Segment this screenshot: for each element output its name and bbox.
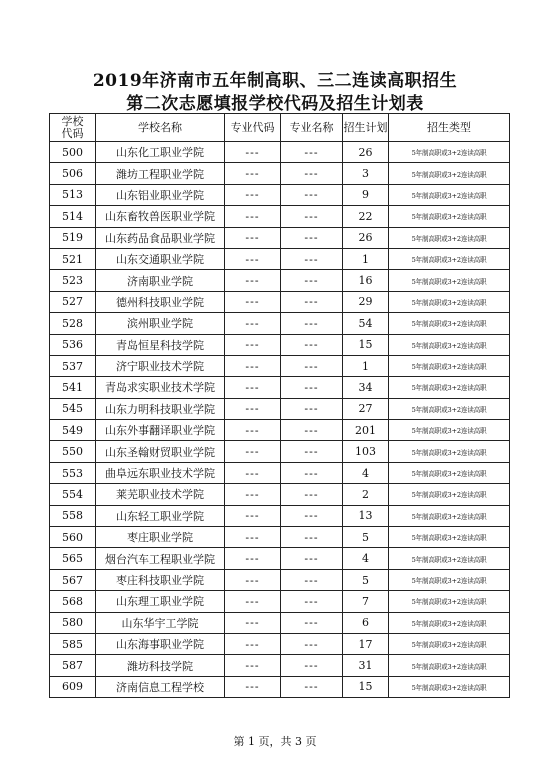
major-name-cell: --- (281, 462, 343, 483)
plan-cell: 15 (343, 334, 389, 355)
table-row (50, 398, 510, 419)
plan-cell: 17 (343, 633, 389, 654)
major-code-cell: --- (225, 206, 281, 227)
school-code-cell: 565 (50, 548, 96, 569)
plan-cell: 201 (343, 420, 389, 441)
table-row (50, 163, 510, 184)
type-cell: 5年制高职或3+2连读高职 (389, 163, 510, 184)
header-major-name: 专业名称 (281, 114, 343, 142)
plan-cell: 1 (343, 355, 389, 376)
major-name-cell: --- (281, 484, 343, 505)
table-row (50, 355, 510, 376)
school-name-cell: 济宁职业技术学院 (96, 355, 225, 376)
type-cell: 5年制高职或3+2连读高职 (389, 484, 510, 505)
table-row (50, 377, 510, 398)
plan-cell: 3 (343, 163, 389, 184)
school-name-cell: 潍坊科技学院 (96, 655, 225, 676)
table-row (50, 527, 510, 548)
school-name-cell: 山东交通职业学院 (96, 248, 225, 269)
type-cell: 5年制高职或3+2连读高职 (389, 227, 510, 248)
school-code-cell: 554 (50, 484, 96, 505)
plan-cell: 4 (343, 548, 389, 569)
table-row (50, 248, 510, 269)
type-cell: 5年制高职或3+2连读高职 (389, 398, 510, 419)
type-cell: 5年制高职或3+2连读高职 (389, 334, 510, 355)
major-name-cell: --- (281, 377, 343, 398)
header-school-code (50, 114, 96, 142)
header-major-code: 专业代码 (225, 114, 281, 142)
major-name-cell: --- (281, 355, 343, 376)
school-code-cell: 587 (50, 655, 96, 676)
major-code-cell: --- (225, 591, 281, 612)
major-name-cell: --- (281, 505, 343, 526)
major-code-cell: --- (225, 398, 281, 419)
school-code-cell: 506 (50, 163, 96, 184)
school-code-cell: 528 (50, 313, 96, 334)
type-cell: 5年制高职或3+2连读高职 (389, 270, 510, 291)
plan-cell: 5 (343, 527, 389, 548)
major-code-cell: --- (225, 505, 281, 526)
major-code-cell: --- (225, 248, 281, 269)
header-school-code-label: 学校 代码 (61, 114, 84, 140)
school-code-cell: 558 (50, 505, 96, 526)
school-code-cell: 541 (50, 377, 96, 398)
document-title-line-1: 2019年济南市五年制高职、三二连读高职招生 (92, 71, 458, 91)
type-cell: 5年制高职或3+2连读高职 (389, 313, 510, 334)
major-code-cell: --- (225, 612, 281, 633)
plan-cell: 6 (343, 612, 389, 633)
major-name-cell: --- (281, 313, 343, 334)
major-name-cell: --- (281, 633, 343, 654)
plan-cell: 5 (343, 569, 389, 590)
major-code-cell: --- (225, 484, 281, 505)
school-name-cell: 济南信息工程学校 (96, 676, 225, 697)
plan-cell: 9 (343, 184, 389, 205)
plan-cell: 26 (343, 227, 389, 248)
major-name-cell: --- (281, 420, 343, 441)
school-code-cell: 553 (50, 462, 96, 483)
major-code-cell: --- (225, 142, 281, 163)
major-name-cell: --- (281, 655, 343, 676)
type-cell: 5年制高职或3+2连读高职 (389, 462, 510, 483)
table-row (50, 420, 510, 441)
type-cell: 5年制高职或3+2连读高职 (389, 206, 510, 227)
major-name-cell: --- (281, 142, 343, 163)
major-name-cell: --- (281, 163, 343, 184)
school-code-cell: 521 (50, 248, 96, 269)
plan-cell: 22 (343, 206, 389, 227)
school-name-cell: 德州科技职业学院 (96, 291, 225, 312)
school-code-cell: 536 (50, 334, 96, 355)
school-code-cell: 567 (50, 569, 96, 590)
major-name-cell: --- (281, 334, 343, 355)
type-cell: 5年制高职或3+2连读高职 (389, 633, 510, 654)
school-name-cell: 滨州职业学院 (96, 313, 225, 334)
school-name-cell: 山东力明科技职业学院 (96, 398, 225, 419)
plan-cell: 27 (343, 398, 389, 419)
table-row (50, 206, 510, 227)
table-row (50, 142, 510, 163)
major-code-cell: --- (225, 655, 281, 676)
table-row (50, 184, 510, 205)
table-row (50, 591, 510, 612)
school-code-cell: 519 (50, 227, 96, 248)
major-name-cell: --- (281, 206, 343, 227)
school-name-cell: 青岛恒星科技学院 (96, 334, 225, 355)
table-row (50, 548, 510, 569)
major-code-cell: --- (225, 355, 281, 376)
major-code-cell: --- (225, 377, 281, 398)
school-name-cell: 山东外事翻译职业学院 (96, 420, 225, 441)
table-row (50, 569, 510, 590)
major-code-cell: --- (225, 270, 281, 291)
major-code-cell: --- (225, 227, 281, 248)
table-row (50, 676, 510, 697)
major-name-cell: --- (281, 227, 343, 248)
major-name-cell: --- (281, 184, 343, 205)
school-code-cell: 545 (50, 398, 96, 419)
table-header-row (50, 114, 510, 142)
school-name-cell: 山东华宇工学院 (96, 612, 225, 633)
header-school-name: 学校名称 (96, 114, 225, 142)
type-cell: 5年制高职或3+2连读高职 (389, 655, 510, 676)
plan-cell: 29 (343, 291, 389, 312)
school-code-cell: 500 (50, 142, 96, 163)
table-row (50, 655, 510, 676)
school-name-cell: 山东药品食品职业学院 (96, 227, 225, 248)
major-code-cell: --- (225, 633, 281, 654)
school-code-cell: 609 (50, 676, 96, 697)
type-cell: 5年制高职或3+2连读高职 (389, 420, 510, 441)
type-cell: 5年制高职或3+2连读高职 (389, 548, 510, 569)
major-name-cell: --- (281, 676, 343, 697)
school-code-cell: 568 (50, 591, 96, 612)
enrollment-table (49, 113, 510, 698)
major-code-cell: --- (225, 313, 281, 334)
table-row (50, 505, 510, 526)
major-code-cell: --- (225, 569, 281, 590)
type-cell: 5年制高职或3+2连读高职 (389, 527, 510, 548)
major-name-cell: --- (281, 248, 343, 269)
plan-cell: 26 (343, 142, 389, 163)
plan-cell: 16 (343, 270, 389, 291)
major-name-cell: --- (281, 291, 343, 312)
major-name-cell: --- (281, 569, 343, 590)
school-name-cell: 枣庄科技职业学院 (96, 569, 225, 590)
major-name-cell: --- (281, 398, 343, 419)
major-code-cell: --- (225, 527, 281, 548)
major-code-cell: --- (225, 334, 281, 355)
table-row (50, 441, 510, 462)
page-footer: 第 1 页，共 3 页 (233, 735, 317, 748)
table-row (50, 270, 510, 291)
school-name-cell: 山东圣翰财贸职业学院 (96, 441, 225, 462)
school-code-cell: 580 (50, 612, 96, 633)
school-name-cell: 烟台汽车工程职业学院 (96, 548, 225, 569)
type-cell: 5年制高职或3+2连读高职 (389, 591, 510, 612)
plan-cell: 7 (343, 591, 389, 612)
school-name-cell: 山东海事职业学院 (96, 633, 225, 654)
major-code-cell: --- (225, 184, 281, 205)
major-name-cell: --- (281, 441, 343, 462)
plan-cell: 103 (343, 441, 389, 462)
school-code-cell: 514 (50, 206, 96, 227)
school-name-cell: 山东铝业职业学院 (96, 184, 225, 205)
major-code-cell: --- (225, 548, 281, 569)
table-row (50, 227, 510, 248)
type-cell: 5年制高职或3+2连读高职 (389, 676, 510, 697)
type-cell: 5年制高职或3+2连读高职 (389, 142, 510, 163)
plan-cell: 13 (343, 505, 389, 526)
header-plan: 招生计划 (343, 114, 389, 142)
table-row (50, 334, 510, 355)
type-cell: 5年制高职或3+2连读高职 (389, 248, 510, 269)
major-name-cell: --- (281, 270, 343, 291)
school-code-cell: 537 (50, 355, 96, 376)
school-name-cell: 山东理工职业学院 (96, 591, 225, 612)
plan-cell: 15 (343, 676, 389, 697)
school-name-cell: 枣庄职业学院 (96, 527, 225, 548)
type-cell: 5年制高职或3+2连读高职 (389, 184, 510, 205)
major-name-cell: --- (281, 548, 343, 569)
school-code-cell: 560 (50, 527, 96, 548)
school-name-cell: 济南职业学院 (96, 270, 225, 291)
school-code-cell: 585 (50, 633, 96, 654)
table-row (50, 612, 510, 633)
type-cell: 5年制高职或3+2连读高职 (389, 569, 510, 590)
type-cell: 5年制高职或3+2连读高职 (389, 505, 510, 526)
plan-cell: 31 (343, 655, 389, 676)
plan-cell: 2 (343, 484, 389, 505)
type-cell: 5年制高职或3+2连读高职 (389, 441, 510, 462)
header-type: 招生类型 (389, 114, 510, 142)
type-cell: 5年制高职或3+2连读高职 (389, 291, 510, 312)
plan-cell: 1 (343, 248, 389, 269)
school-name-cell: 山东化工职业学院 (96, 142, 225, 163)
school-name-cell: 山东畜牧兽医职业学院 (96, 206, 225, 227)
table-row (50, 313, 510, 334)
plan-cell: 34 (343, 377, 389, 398)
school-code-cell: 527 (50, 291, 96, 312)
school-code-cell: 550 (50, 441, 96, 462)
school-name-cell: 莱芜职业技术学院 (96, 484, 225, 505)
school-code-cell: 513 (50, 184, 96, 205)
school-code-cell: 523 (50, 270, 96, 291)
table-row (50, 462, 510, 483)
major-code-cell: --- (225, 462, 281, 483)
school-name-cell: 潍坊工程职业学院 (96, 163, 225, 184)
table-row (50, 291, 510, 312)
major-code-cell: --- (225, 291, 281, 312)
type-cell: 5年制高职或3+2连读高职 (389, 355, 510, 376)
table-row (50, 484, 510, 505)
major-name-cell: --- (281, 591, 343, 612)
major-code-cell: --- (225, 676, 281, 697)
plan-cell: 4 (343, 462, 389, 483)
school-name-cell: 山东轻工职业学院 (96, 505, 225, 526)
major-name-cell: --- (281, 612, 343, 633)
major-code-cell: --- (225, 441, 281, 462)
document-title-line-2: 第二次志愿填报学校代码及招生计划表 (126, 94, 424, 114)
school-name-cell: 青岛求实职业技术学院 (96, 377, 225, 398)
school-name-cell: 曲阜远东职业技术学院 (96, 462, 225, 483)
major-code-cell: --- (225, 163, 281, 184)
type-cell: 5年制高职或3+2连读高职 (389, 377, 510, 398)
school-code-cell: 549 (50, 420, 96, 441)
major-code-cell: --- (225, 420, 281, 441)
major-name-cell: --- (281, 527, 343, 548)
type-cell: 5年制高职或3+2连读高职 (389, 612, 510, 633)
plan-cell: 54 (343, 313, 389, 334)
table-row (50, 633, 510, 654)
